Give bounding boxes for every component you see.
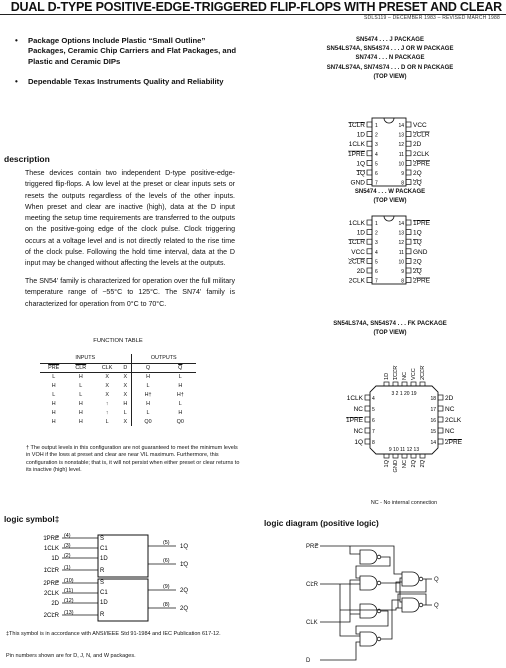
pin-number: (13): [64, 610, 74, 616]
pin-label: NC: [353, 428, 363, 435]
pin-number: 10: [398, 259, 404, 266]
pin-number: (10): [64, 578, 74, 584]
pin-label: 1Q: [413, 239, 422, 247]
pin-number: 8: [372, 440, 375, 446]
pin: [365, 417, 370, 422]
package-line: (TOP VIEW): [373, 73, 407, 80]
pin-number: 10: [398, 161, 404, 168]
logic-output-qbar: Q: [434, 603, 439, 609]
pin: [367, 249, 372, 254]
pin-label: 1CLR: [348, 239, 365, 247]
pin-label: NC: [402, 371, 408, 380]
pin-label: 2Q: [413, 268, 422, 275]
pin-number: (12): [64, 598, 74, 604]
input-label: 1PRE: [43, 536, 59, 542]
pin-number-note: Pin numbers shown are for D, J, N, and W packages.: [6, 653, 136, 659]
package-line: SN54LS74A, SN54S74 . . . J OR W PACKAGE: [326, 46, 454, 53]
table-cell: L: [105, 418, 109, 425]
pin: [438, 428, 443, 433]
function-table-footnote: † The output levels in this configuration are not guaranteed to meet the minimum levels in VOH if the lows at preset and clear are near VIL maximum. Furthermore, this configuration is nonstable; that is, it will not persist when either preset or clear returns to its inactive (high) level.: [26, 445, 240, 474]
pin-label: 2CLR: [348, 258, 365, 266]
pin-number: 13: [398, 132, 404, 139]
pin: [406, 239, 411, 244]
pin-label: 2Q: [420, 460, 426, 468]
pin-label: 1Q: [356, 170, 365, 177]
pin-number: 12: [398, 240, 404, 247]
pin-label: NC: [402, 460, 408, 469]
chip-carrier-pinout: [310, 340, 490, 510]
output-label: 1Q: [180, 544, 189, 550]
pin-number: 11: [398, 249, 404, 256]
box-label: S: [100, 580, 105, 586]
pin-number: 5: [375, 161, 378, 168]
output-label: 2Q: [180, 606, 189, 612]
table-cell: ↑: [105, 409, 109, 416]
table-cell: H: [78, 409, 83, 416]
pin: [406, 230, 411, 235]
feature-item: • Package Options Include Plastic “Small Outline” Packages, Ceramic Chip Carriers and Flat Packages, and Plastic and Ceramic DIPs: [14, 36, 242, 67]
package-line: (TOP VIEW): [373, 330, 407, 337]
input-label: 2D: [51, 601, 59, 607]
column-header: Q: [145, 364, 151, 371]
flat-package-pinout: [322, 214, 462, 286]
logic-symbol-heading: logic symbol‡: [4, 514, 60, 524]
pin-number: (3): [64, 543, 71, 549]
pin-label: 2CLK: [445, 417, 462, 424]
pin-label: 1PRE: [348, 150, 365, 158]
pin: [367, 278, 372, 283]
description-heading: description: [4, 154, 50, 164]
pin-label: 2CLR: [413, 131, 430, 139]
pin-number: 6: [375, 269, 378, 275]
box-label: C1: [100, 546, 108, 552]
logic-symbol-diagram: [30, 528, 200, 624]
table-cell: H: [51, 418, 56, 425]
column-header: CLK: [101, 364, 113, 371]
pin: [406, 151, 411, 156]
pin-number: 14: [430, 440, 436, 446]
table-cell: X: [105, 373, 109, 380]
table-row: [40, 390, 196, 399]
table-row: [40, 372, 196, 381]
pin: [406, 258, 411, 263]
column-header: $\overline{PRE}$: [48, 364, 60, 371]
pin-number: (5): [163, 540, 170, 546]
package-notch: [384, 118, 394, 123]
pin-number: 6: [372, 418, 375, 424]
pin-number: 12: [398, 142, 404, 149]
pin-label: VCC: [413, 122, 427, 129]
outputs-group-header: OUTPUTS: [131, 354, 196, 363]
pin-number: (11): [64, 588, 74, 594]
pin-number: 13: [398, 230, 404, 237]
pin-number: (6): [163, 558, 170, 564]
pin-number: 15: [430, 429, 436, 435]
pin: [411, 382, 416, 386]
table-row: [40, 399, 196, 408]
table-cell: H: [51, 400, 56, 407]
pin-label: 1Q: [384, 460, 390, 468]
pin: [420, 382, 425, 386]
pin-number: 6: [375, 171, 378, 177]
pin: [367, 132, 372, 137]
table-cell: X: [105, 391, 109, 398]
pin: [406, 160, 411, 165]
feature-list: [14, 36, 242, 97]
pin: [367, 268, 372, 273]
pin: [367, 151, 372, 156]
pin: [367, 230, 372, 235]
pin: [393, 382, 398, 386]
package-line: SN74LS74A, SN74S74 . . . D OR N PACKAGE: [326, 64, 454, 71]
pin-label: GND: [393, 460, 399, 473]
pin: [402, 382, 407, 386]
pin-number: 4: [372, 396, 375, 402]
table-cell: L: [146, 409, 150, 416]
pin: [406, 132, 411, 137]
input-label: 2PRE: [43, 581, 59, 587]
pin-number: (8): [163, 602, 170, 608]
pin-label: 1PRE: [413, 220, 430, 227]
pin-label: 1CLR: [393, 365, 399, 380]
pin-numbers-bottom: 9 10 11 12 13: [388, 447, 420, 453]
pin-number: 4: [375, 151, 378, 158]
pin-number: 3: [375, 240, 378, 247]
pin-number: (9): [163, 584, 170, 590]
table-cell: Q0: [144, 418, 152, 425]
pin: [406, 278, 411, 283]
column-header: $\overline{CLR}$: [75, 364, 87, 371]
pin-label: 2D: [356, 268, 365, 275]
pin-label: 2PRE: [413, 160, 430, 168]
pin-label: GND: [350, 179, 365, 187]
pin-label: 1Q: [356, 160, 365, 168]
input-label: 2CLR: [43, 613, 59, 619]
table-cell: L: [146, 382, 150, 389]
pin-label: 1D: [384, 372, 390, 380]
package-line: (TOP VIEW): [373, 198, 407, 205]
input-label: 1CLK: [43, 546, 59, 552]
pin: [367, 122, 372, 127]
pin-label: 2PRE: [413, 277, 430, 285]
pin-number: 14: [398, 123, 404, 129]
pin-label: NC: [445, 428, 455, 435]
pin: [367, 258, 372, 263]
pin-label: 2Q: [411, 460, 417, 468]
box-label: R: [100, 568, 105, 574]
pin-label: 2CLR: [420, 365, 426, 380]
table-cell: H: [120, 399, 131, 408]
feature-item: • Dependable Texas Instruments Quality and Reliability: [14, 77, 242, 87]
table-cell: L: [178, 373, 182, 380]
pin-number: 11: [398, 151, 404, 158]
pin-label: NC: [445, 406, 455, 413]
pin: [365, 439, 370, 444]
pin: [438, 439, 443, 444]
pin: [438, 395, 443, 400]
table-cell: X: [120, 390, 131, 399]
table-cell: X: [120, 417, 131, 426]
pin: [406, 141, 411, 146]
package-list-fk: [280, 320, 500, 338]
pin: [384, 454, 389, 458]
function-table-title: FUNCTION TABLE: [93, 338, 143, 344]
page-title: DUAL D-TYPE POSITIVE-EDGE-TRIGGERED FLIP-FLOPS WITH PRESET AND CLEAR: [10, 0, 502, 14]
pin: [365, 395, 370, 400]
pin-label: 1CLK: [346, 395, 363, 402]
pin-label: 2CLK: [348, 277, 365, 285]
table-cell: ↑: [105, 400, 109, 407]
pin-label: 1D: [356, 131, 365, 139]
pin-label: 2PRE: [445, 439, 462, 446]
input-label: 1D: [51, 556, 59, 562]
pin-label: 1CLK: [348, 220, 365, 227]
package-line: SN5474 . . . J PACKAGE: [356, 37, 424, 43]
table-cell: X: [120, 381, 131, 390]
table-cell: L: [52, 391, 56, 398]
pin-label: 2Q: [413, 179, 422, 187]
table-cell: L: [52, 373, 56, 380]
inputs-group-header: INPUTS: [40, 354, 131, 363]
column-header: $\overline{Q}$: [178, 364, 183, 371]
pin: [420, 454, 425, 458]
pin: [384, 382, 389, 386]
pin-number: 5: [372, 407, 375, 413]
dip-package-pinout: [322, 116, 462, 188]
pin-label: VCC: [351, 248, 365, 256]
pin-label: 2D: [445, 395, 454, 402]
logic-input-pre: PRE: [306, 544, 319, 550]
pin: [365, 406, 370, 411]
package-notch: [384, 216, 394, 221]
table-cell: H: [78, 418, 83, 425]
pin: [393, 454, 398, 458]
pin-number: 9: [401, 269, 404, 275]
logic-input-clr: CLR: [306, 582, 319, 588]
pin-number: (2): [64, 553, 71, 559]
pin-number: 8: [401, 278, 404, 285]
pin-number: 1: [375, 123, 378, 129]
package-line: SN54LS74A, SN54S74 . . . FK PACKAGE: [333, 321, 447, 327]
pin-label: GND: [413, 248, 428, 256]
table-cell: H: [51, 382, 56, 389]
pin-label: 2Q: [413, 258, 422, 266]
pin: [406, 220, 411, 225]
logic-symbol-footnote: ‡This symbol is in accordance with ANSI/IEEE Std 91-1984 and IEC Publication 617-12.: [6, 631, 221, 637]
table-cell: H: [146, 373, 150, 380]
table-row: [40, 408, 196, 417]
output-label: 2Q: [180, 588, 189, 594]
description-paragraph: These devices contain two independent D-type positive-edge-triggered flip-flops. A low level at the preset or clear inputs sets or resets the outputs regardless of the levels of the other inputs. When preset and clear are inactive (high), data at the D input meeting the setup time requirements are transferred to the outputs on the positive-going edge of the clock pulse. Clock triggering occurs at a voltage level and is not directly related to the rise time of the clock pulse. Following the hold time interval, data at the D input may be changed without affecting the levels at the outputs.: [25, 170, 235, 268]
pin: [367, 160, 372, 165]
document-reference: SDLS119 – DECEMBER 1983 – REVISED MARCH 1988: [364, 15, 500, 21]
column-header: D: [120, 363, 131, 372]
package-line: SN7474 . . . N PACKAGE: [355, 55, 425, 62]
pin-number: 14: [398, 221, 404, 227]
pin-number: 1: [375, 221, 378, 227]
table-cell: X: [120, 372, 131, 381]
logic-diagram: [300, 536, 450, 668]
pin: [438, 406, 443, 411]
pin-label: 2Q: [413, 170, 422, 177]
pin-label: 1PRE: [346, 417, 363, 424]
table-cell: H†: [176, 391, 184, 398]
box-label: 1D: [100, 556, 108, 562]
package-list-top: [280, 36, 500, 82]
pin-number: 8: [401, 180, 404, 187]
pin: [406, 268, 411, 273]
pin: [406, 122, 411, 127]
table-cell: L: [79, 382, 83, 389]
table-cell: H†: [144, 391, 152, 398]
input-label: 2CLK: [43, 591, 59, 597]
box-label: R: [100, 612, 105, 618]
table-cell: H: [78, 373, 83, 380]
pin-label: NC: [353, 406, 363, 413]
output-label: 1Q: [180, 562, 189, 568]
logic-output-q: Q: [434, 577, 439, 583]
logic-diagram-heading: logic diagram (positive logic): [264, 518, 379, 528]
nc-note: NC - No internal connection: [370, 500, 438, 506]
pin-number: (1): [64, 565, 71, 571]
pin-number: 2: [375, 132, 378, 139]
table-row: [40, 417, 196, 426]
pin: [438, 417, 443, 422]
pin-number: 4: [375, 249, 378, 256]
pin-numbers-top: 3 2 1 20 19: [391, 391, 417, 397]
table-cell: X: [105, 382, 109, 389]
pin-number: 2: [375, 230, 378, 237]
table-cell: Q0: [176, 418, 184, 425]
pin: [367, 239, 372, 244]
table-cell: L: [120, 408, 131, 417]
pin: [367, 220, 372, 225]
box-label: 1D: [100, 600, 108, 606]
box-label: C1: [100, 590, 108, 596]
pin-number: 16: [430, 418, 436, 424]
logic-input-clk: CLK: [306, 620, 318, 626]
pin-number: 17: [430, 407, 436, 413]
pin: [367, 141, 372, 146]
table-cell: H: [178, 409, 183, 416]
pin-label: VCC: [411, 368, 417, 380]
pin-label: 1CLR: [348, 122, 365, 129]
pin: [411, 454, 416, 458]
box-label: S: [100, 536, 105, 542]
pin-label: 2CLK: [413, 150, 430, 158]
logic-input-d: D: [306, 658, 311, 664]
pin: [406, 170, 411, 175]
package-list-w: [280, 188, 500, 206]
pin-number: (4): [64, 533, 71, 539]
table-cell: H: [78, 400, 83, 407]
table-cell: H: [146, 400, 150, 407]
input-label: 1CLR: [43, 568, 59, 574]
pin: [406, 249, 411, 254]
pin-number: 7: [375, 180, 378, 187]
table-cell: H: [51, 409, 56, 416]
pin-number: 3: [375, 142, 378, 149]
pin-number: 18: [430, 396, 436, 402]
pin-label: 1Q: [413, 229, 422, 237]
package-line: SN5474 . . . W PACKAGE: [354, 189, 426, 195]
pin-number: 7: [375, 278, 378, 285]
pin-label: 1Q: [354, 439, 363, 446]
pin-label: 1D: [356, 229, 365, 237]
pin-number: 5: [375, 259, 378, 266]
pin-number: 9: [401, 171, 404, 177]
table-cell: L: [79, 391, 83, 398]
table-row: [40, 381, 196, 390]
temperature-paragraph: The SN54' family is characterized for operation over the full military temperature range of −55°C to 125°C. The SN74' family is characterized for operation from 0°C to 70°C.: [25, 278, 235, 308]
pin: [367, 180, 372, 185]
pin: [406, 180, 411, 185]
table-cell: L: [178, 400, 182, 407]
pin: [402, 454, 407, 458]
pin-number: 7: [372, 429, 375, 435]
pin-label: 2D: [413, 141, 422, 149]
pin: [367, 170, 372, 175]
pin-label: 1CLK: [348, 141, 365, 149]
function-table: [40, 354, 196, 426]
table-cell: H: [178, 382, 183, 389]
pin: [365, 428, 370, 433]
